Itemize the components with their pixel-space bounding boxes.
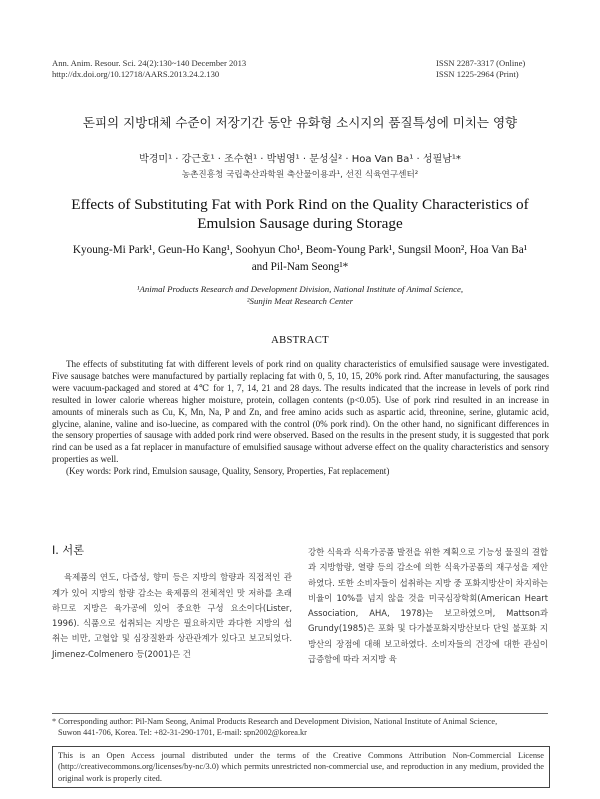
- doi-link[interactable]: http://dx.doi.org/10.12718/AARS.2013.24.2.130: [52, 69, 220, 79]
- section-heading-introduction: Ⅰ. 서론: [52, 544, 85, 557]
- korean-authors: 박경미¹ · 강근호¹ · 조수현¹ · 박범영¹ · 문성실² · Hoa Van Ba¹ · 성필남¹*: [139, 154, 461, 165]
- english-title-line-1: Effects of Substituting Fat with Pork Rind on the Quality Characteristics of: [71, 196, 529, 213]
- english-affiliation-line-1: ¹Animal Products Research and Development Division, National Institute of Animal Science,: [136, 284, 464, 294]
- abstract-keywords: (Key words: Pork rind, Emulsion sausage, Quality, Sensory, Properties, Fat replacement): [66, 466, 390, 477]
- english-authors-line-1: Kyoung-Mi Park¹, Geun-Ho Kang¹, Soohyun Cho¹, Beom-Young Park¹, Sungsil Moon², Hoa Van Ba¹: [72, 244, 528, 256]
- footnote-line-1: * Corresponding author: Pil-Nam Seong, Animal Products Research and Development Division, National Institute of Animal Science,: [52, 717, 498, 726]
- intro-right-column: [308, 545, 548, 667]
- english-authors-line-2: and Pil-Nam Seong¹*: [251, 261, 349, 273]
- english-title: [30, 195, 570, 233]
- open-access-license-box: This is an Open Access journal distributed under the terms of the Creative Commons Attribution Non-Commercial License (http://creativecommons.org/licenses/by-nc/3.0) which permits unrestricted non-commercial use, and reproduction in any medium, provided the original work is properly cited.: [52, 746, 550, 788]
- abstract-text: The effects of substituting fat with different levels of pork rind on quality characteristics of emulsified sausage were investigated. Five sausage batches were manufactured by partially replacing fat with 0, 5, 10, 15, 20% pork rind. After manufacturing, the sausages were vacuum-packaged and stored at 4℃ for 1, 7, 14, 21 and 28 days. The results indicated that the increase in levels of pork rind resulted in lower calorie whereas higher moisture, protein, collagen contents (p<0.05). Use of pork rind resulted in an increase in amounts of minerals such as Cu, K, Mn, Na, P and Zn, and free amino acids such as aspartic acid, threonine, serine, glutamic acid, glycine, alanine, valine and iso-luecine, as compared with the control (0% pork rind). On the other hand, no significant differences in the sensory properties of sausage with added pork rind were observed. Based on the results in the present study, it is suggested that pork rind can be used as a fat replacer in manufacture of emulsified sausage without adverse effect on the quality characteristics and sensory properties as well.: [52, 359, 549, 465]
- intro-paragraph-left: 육제품의 연도, 다즙성, 향미 등은 지방의 함량과 직접적인 관계가 있어 지방의 함량 감소는 육제품의 전체적인 맛 저하를 초래하므로 지방은 육가공에 있어 중요한 구성 요소이다(Lister, 1996). 식품으로 섭취되는 지방은 필요하지만 과다한 지방의 섭취는 비만, 고혈압 및 심장질환과 상관관계가 있다고 보고되었다. Jimenez-Colmenero 등(2001)은 건: [52, 572, 292, 659]
- corresponding-author-footnote: [52, 716, 549, 739]
- footnote-divider: [52, 713, 548, 714]
- english-authors: [30, 242, 570, 276]
- english-affiliation: [30, 283, 570, 307]
- running-header-left: [52, 58, 246, 80]
- intro-left-column: [52, 543, 292, 662]
- journal-citation: Ann. Anim. Resour. Sci. 24(2):130~140 December 2013: [52, 58, 247, 68]
- running-header-right: [436, 58, 525, 80]
- abstract-body: [52, 359, 549, 478]
- english-affiliation-line-2: ²Sunjin Meat Research Center: [246, 296, 354, 306]
- issn-online: ISSN 2287-3317 (Online): [436, 58, 526, 68]
- english-title-line-2: Emulsion Sausage during Storage: [197, 215, 403, 232]
- abstract-heading: ABSTRACT: [271, 335, 329, 346]
- intro-paragraph-right: 강한 식육과 식육가공품 발전을 위한 계획으로 기능성 물질의 결합과 지방함량, 열량 등의 감소에 의한 식육가공품의 재구성을 제안하였다. 또한 소비자들이 섭취하는 지방 중 포화지방산이 차지하는 비율이 10%를 넘지 않을 것을 미국심장학회(American Heart Association, AHA, 1978)는 보고하였으며, Mattson과 Grundy(1985)은 포화 및 다가불포화지방산보다 단일 불포화 지방산의 장점에 대해 보고하였다. 소비자들의 건강에 대한 관심이 급증함에 따라 저지방 육: [308, 547, 548, 665]
- footnote-line-2: Suwon 441-706, Korea. Tel: +82-31-290-1701, E-mail: spn2002@korea.kr: [58, 728, 307, 738]
- korean-affiliation: 농촌진흥청 국립축산과학원 축산물이용과¹, 선진 식육연구센터²: [181, 170, 419, 180]
- issn-print: ISSN 1225-2964 (Print): [436, 69, 519, 79]
- korean-title: 돈피의 지방대체 수준이 저장기간 동안 유화형 소시지의 품질특성에 미치는 영향: [82, 115, 518, 130]
